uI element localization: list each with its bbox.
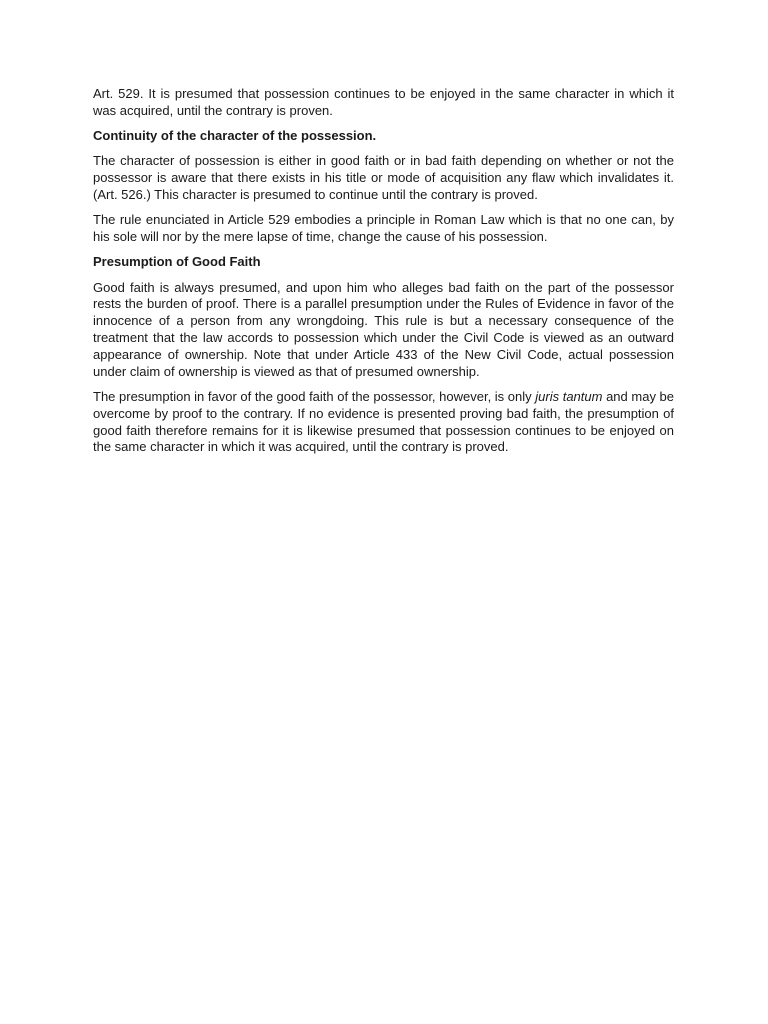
- roman-law-paragraph: The rule enunciated in Article 529 embodies a principle in Roman Law which is that no one can, by his sole will nor by the mere lapse of time, change the cause of his possession.: [93, 212, 674, 245]
- juris-tantum-text-before: The presumption in favor of the good faith of the possessor, however, is only: [93, 388, 536, 404]
- character-of-possession-paragraph: The character of possession is either in good faith or in bad faith depending on whether or not the possessor is aware that there exists in his title or mode of acquisition any flaw which invalidates it. (Art. 526.) This character is presumed to continue until the contrary is proved.: [93, 153, 674, 202]
- juris-tantum-text-after: and may be overcome by proof to the contrary. If no evidence is presented proving bad faith, the presumption of good faith therefore remains for it is likewise presumed that possession continues to be enjoyed on the same character in which it was acquired, until the contrary is proved.: [93, 388, 675, 455]
- document-page: [93, 86, 674, 465]
- juris-tantum-paragraph: [93, 389, 674, 456]
- juris-tantum-italic: juris tantum: [535, 388, 603, 404]
- good-faith-heading: Presumption of Good Faith: [93, 254, 261, 270]
- good-faith-paragraph: Good faith is always presumed, and upon him who alleges bad faith on the part of the possessor rests the burden of proof. There is a parallel presumption under the Rules of Evidence in favor of the innocence of a person from any wrongdoing. This rule is but a necessary consequence of the treatment that the law accords to possession which under the Civil Code is viewed as an outward appearance of ownership. Note that under Article 433 of the New Civil Code, actual possession under claim of ownership is viewed as that of presumed ownership.: [93, 279, 674, 379]
- continuity-heading: Continuity of the character of the possession.: [93, 128, 377, 144]
- article-529-paragraph: Art. 529. It is presumed that possession continues to be enjoyed in the same character in which it was acquired, until the contrary is proven.: [93, 86, 674, 118]
